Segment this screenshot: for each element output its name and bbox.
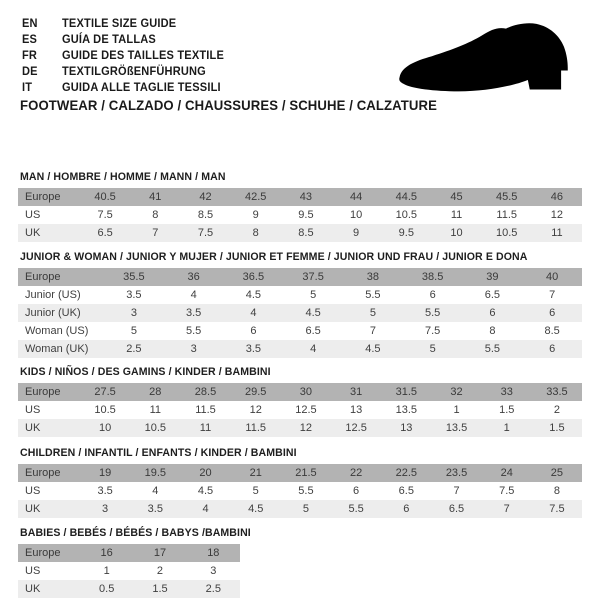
- size-cell: 31.5: [395, 386, 418, 398]
- size-cell: 12: [550, 209, 564, 221]
- row-label: UK: [25, 503, 41, 515]
- size-cell: 19: [98, 467, 112, 479]
- size-cell: 29.5: [245, 386, 267, 398]
- size-cell: 5: [302, 503, 309, 515]
- size-cell: 45: [450, 191, 463, 203]
- size-cell: 38: [366, 271, 379, 283]
- size-cell: 9: [353, 227, 360, 239]
- size-cell: 18: [207, 547, 220, 559]
- table-title-man: MAN / HOMBRE / HOMME / MANN / MAN: [20, 171, 226, 183]
- language-label: GUÍA DE TALLAS: [62, 32, 156, 46]
- size-cell: 7.5: [549, 503, 565, 515]
- children-size-table: [18, 464, 582, 518]
- size-cell: 7.5: [424, 325, 441, 337]
- size-cell: 4: [152, 485, 159, 497]
- size-cell: 42.5: [245, 191, 267, 203]
- size-cell: 44.5: [395, 191, 418, 203]
- size-cell: 5.5: [348, 503, 364, 515]
- dress-shoe-icon: [392, 12, 582, 108]
- size-cell: 8: [152, 209, 159, 221]
- table-title-kids: KIDS / NIÑOS / DES GAMINS / KINDER / BAMBINI: [20, 366, 271, 378]
- table-row: [18, 383, 582, 401]
- size-cell: 10: [98, 422, 112, 434]
- row-label: Europe: [25, 386, 61, 398]
- size-cell: 5.5: [298, 485, 314, 497]
- row-label: US: [25, 404, 41, 416]
- table-title-children: CHILDREN / INFANTIL / ENFANTS / KINDER / BAMBINI: [20, 447, 297, 459]
- size-cell: 40: [546, 271, 559, 283]
- table-row: [18, 224, 582, 242]
- size-cell: 7: [152, 227, 159, 239]
- size-cell: 25: [550, 467, 564, 479]
- size-cell: 9.5: [398, 227, 414, 239]
- category-heading: FOOTWEAR / CALZADO / CHAUSSURES / SCHUHE / CALZATURE: [20, 97, 437, 113]
- size-cell: 11: [149, 404, 162, 416]
- size-cell: 8: [489, 325, 496, 337]
- table-row: [18, 482, 582, 500]
- size-cell: 37.5: [302, 271, 324, 283]
- size-cell: 10.5: [144, 422, 167, 434]
- size-cell: 4.5: [245, 289, 262, 301]
- size-cell: 10.5: [395, 209, 418, 221]
- row-label: Europe: [25, 191, 61, 203]
- size-cell: 7.5: [499, 485, 515, 497]
- size-cell: 22.5: [395, 467, 418, 479]
- babies-size-table: [18, 544, 240, 598]
- size-cell: 4: [250, 307, 257, 319]
- size-cell: 17: [153, 547, 167, 559]
- table-title-babies: BABIES / BEBÉS / BÉBÉS / BABYS /BAMBINI: [20, 527, 251, 539]
- language-code: IT: [22, 80, 33, 94]
- row-label: UK: [25, 583, 41, 595]
- section-children: [18, 447, 582, 518]
- row-label: UK: [25, 227, 41, 239]
- table-row: [18, 268, 582, 286]
- size-cell: 5: [310, 289, 317, 301]
- size-cell: 6: [353, 485, 360, 497]
- row-label: Woman (UK): [25, 343, 89, 355]
- size-cell: 45.5: [496, 191, 518, 203]
- size-cell: 10.5: [496, 227, 518, 239]
- size-cell: 11: [450, 209, 463, 221]
- size-cell: 11: [551, 227, 563, 239]
- size-cell: 11: [199, 422, 212, 434]
- table-row: [18, 544, 240, 562]
- language-label: GUIDA ALLE TAGLIE TESSILI: [62, 80, 221, 94]
- size-cell: 4.5: [248, 503, 264, 515]
- size-cell: 41: [149, 191, 162, 203]
- row-label: UK: [25, 422, 41, 434]
- size-cell: 12: [249, 404, 262, 416]
- kids-size-table: [18, 383, 582, 437]
- size-cell: 40.5: [94, 191, 116, 203]
- size-cell: 8: [252, 227, 259, 239]
- size-cell: 12.5: [345, 422, 367, 434]
- table-row: [18, 562, 240, 580]
- table-row: [18, 580, 240, 598]
- language-label: GUIDE DES TAILLES TEXTILE: [62, 48, 225, 62]
- table-title-junior-woman: JUNIOR & WOMAN / JUNIOR Y MUJER / JUNIOR ET FEMME / JUNIOR UND FRAU / JUNIOR E DONA: [20, 251, 528, 263]
- size-cell: 31: [349, 386, 363, 398]
- size-cell: 44: [349, 191, 363, 203]
- row-label: US: [25, 565, 41, 577]
- row-label: Junior (UK): [25, 307, 81, 319]
- size-cell: 6.5: [305, 325, 321, 337]
- size-cell: 3: [102, 503, 109, 515]
- section-junior-woman: [18, 251, 582, 358]
- size-cell: 3.5: [97, 485, 113, 497]
- size-cell: 3.5: [126, 289, 142, 301]
- size-cell: 4.5: [305, 307, 321, 319]
- size-cell: 7: [453, 485, 460, 497]
- section-babies: [18, 527, 582, 598]
- size-cell: 7: [369, 325, 376, 337]
- size-cell: 2: [553, 404, 560, 416]
- size-cell: 28.5: [194, 386, 217, 398]
- size-cell: 9.5: [298, 209, 314, 221]
- size-cell: 22: [349, 467, 363, 479]
- size-cell: 3: [130, 307, 137, 319]
- size-cell: 6: [549, 343, 556, 355]
- row-label: Europe: [25, 271, 61, 283]
- size-cell: 4: [202, 503, 209, 515]
- size-cell: 4.5: [197, 485, 214, 497]
- size-cell: 10: [450, 227, 463, 239]
- language-code: DE: [22, 64, 38, 78]
- size-cell: 5: [130, 325, 137, 337]
- size-cell: 6.5: [448, 503, 465, 515]
- size-cell: 21: [249, 467, 262, 479]
- size-cell: 3.5: [245, 343, 262, 355]
- size-cell: 6.5: [484, 289, 501, 301]
- size-cell: 23.5: [445, 467, 468, 479]
- size-cell: 39: [486, 271, 499, 283]
- size-cell: 21.5: [295, 467, 317, 479]
- size-cell: 13.5: [395, 404, 418, 416]
- size-cell: 35.5: [123, 271, 145, 283]
- table-row: [18, 464, 582, 482]
- size-cell: 7.5: [197, 227, 214, 239]
- size-cell: 13.5: [445, 422, 468, 434]
- size-cell: 33.5: [546, 386, 568, 398]
- size-cell: 1.5: [499, 404, 515, 416]
- size-cell: 5.5: [185, 325, 202, 337]
- size-cell: 5: [252, 485, 259, 497]
- size-cell: 27.5: [94, 386, 116, 398]
- size-cell: 1: [453, 404, 460, 416]
- size-cell: 1: [103, 565, 110, 577]
- size-cell: 3: [210, 565, 217, 577]
- table-row: [18, 419, 582, 437]
- size-cell: 11.5: [496, 209, 518, 221]
- size-cell: 10: [349, 209, 363, 221]
- size-cell: 42: [199, 191, 212, 203]
- size-cell: 6: [403, 503, 410, 515]
- size-cell: 6.5: [398, 485, 414, 497]
- size-cell: 1.5: [152, 583, 168, 595]
- size-cell: 20: [199, 467, 212, 479]
- size-cell: 8.5: [544, 325, 560, 337]
- size-cell: 3.5: [147, 503, 163, 515]
- size-cell: 13: [400, 422, 413, 434]
- table-row: [18, 340, 582, 358]
- size-cell: 30: [299, 386, 313, 398]
- row-label: Europe: [25, 467, 61, 479]
- size-cell: 8.5: [197, 209, 214, 221]
- size-cell: 1.5: [549, 422, 565, 434]
- size-cell: 5: [369, 307, 376, 319]
- size-cell: 3.5: [185, 307, 202, 319]
- size-cell: 4: [310, 343, 317, 355]
- table-row: [18, 286, 582, 304]
- size-cell: 6: [549, 307, 556, 319]
- row-label: Woman (US): [25, 325, 89, 337]
- size-cell: 5.5: [424, 307, 441, 319]
- size-cell: 9: [252, 209, 259, 221]
- size-cell: 5: [429, 343, 436, 355]
- size-cell: 7: [549, 289, 556, 301]
- table-row: [18, 206, 582, 224]
- row-label: Europe: [25, 547, 61, 559]
- size-cell: 6: [250, 325, 257, 337]
- size-cell: 3: [190, 343, 197, 355]
- size-cell: 6: [489, 307, 496, 319]
- size-cell: 36.5: [242, 271, 265, 283]
- size-cell: 8: [553, 485, 560, 497]
- size-cell: 16: [100, 547, 113, 559]
- section-kids: [18, 366, 582, 437]
- page-header: [0, 0, 600, 130]
- size-cell: 24: [500, 467, 513, 479]
- size-cell: 0.5: [99, 583, 115, 595]
- size-cell: 6.5: [97, 227, 113, 239]
- junior-woman-size-table: [18, 268, 582, 358]
- size-cell: 7: [503, 503, 510, 515]
- size-cell: 7.5: [97, 209, 113, 221]
- language-code: EN: [22, 16, 38, 30]
- section-man: [18, 171, 582, 242]
- size-cell: 6: [429, 289, 436, 301]
- size-cell: 4.5: [365, 343, 381, 355]
- size-cell: 46: [550, 191, 564, 203]
- man-size-table: [18, 188, 582, 242]
- size-cell: 5.5: [365, 289, 381, 301]
- size-cell: 4: [190, 289, 197, 301]
- language-code: ES: [22, 32, 38, 46]
- size-cell: 8.5: [298, 227, 314, 239]
- language-label: TEXTILE SIZE GUIDE: [62, 16, 177, 30]
- size-cell: 10.5: [94, 404, 116, 416]
- table-row: [18, 322, 582, 340]
- row-label: Junior (US): [25, 289, 81, 301]
- size-cell: 38.5: [421, 271, 444, 283]
- size-cell: 11.5: [245, 422, 266, 434]
- size-cell: 12.5: [295, 404, 317, 416]
- size-cell: 32: [450, 386, 463, 398]
- size-cell: 43: [299, 191, 313, 203]
- table-row: [18, 500, 582, 518]
- size-cell: 28: [149, 386, 162, 398]
- size-cell: 19.5: [144, 467, 167, 479]
- size-cell: 36: [187, 271, 200, 283]
- size-cell: 1: [503, 422, 510, 434]
- size-cell: 5.5: [484, 343, 501, 355]
- size-cell: 13: [349, 404, 363, 416]
- language-label: TEXTILGRÖßENFÜHRUNG: [62, 64, 206, 78]
- language-code: FR: [22, 48, 38, 62]
- table-row: [18, 188, 582, 206]
- size-cell: 2.5: [126, 343, 142, 355]
- table-row: [18, 304, 582, 322]
- size-cell: 2: [156, 565, 164, 577]
- size-cell: 33: [500, 386, 513, 398]
- size-cell: 2.5: [205, 583, 221, 595]
- size-cell: 11.5: [195, 404, 216, 416]
- size-cell: 12: [299, 422, 313, 434]
- table-row: [18, 401, 582, 419]
- row-label: US: [25, 485, 41, 497]
- row-label: US: [25, 209, 41, 221]
